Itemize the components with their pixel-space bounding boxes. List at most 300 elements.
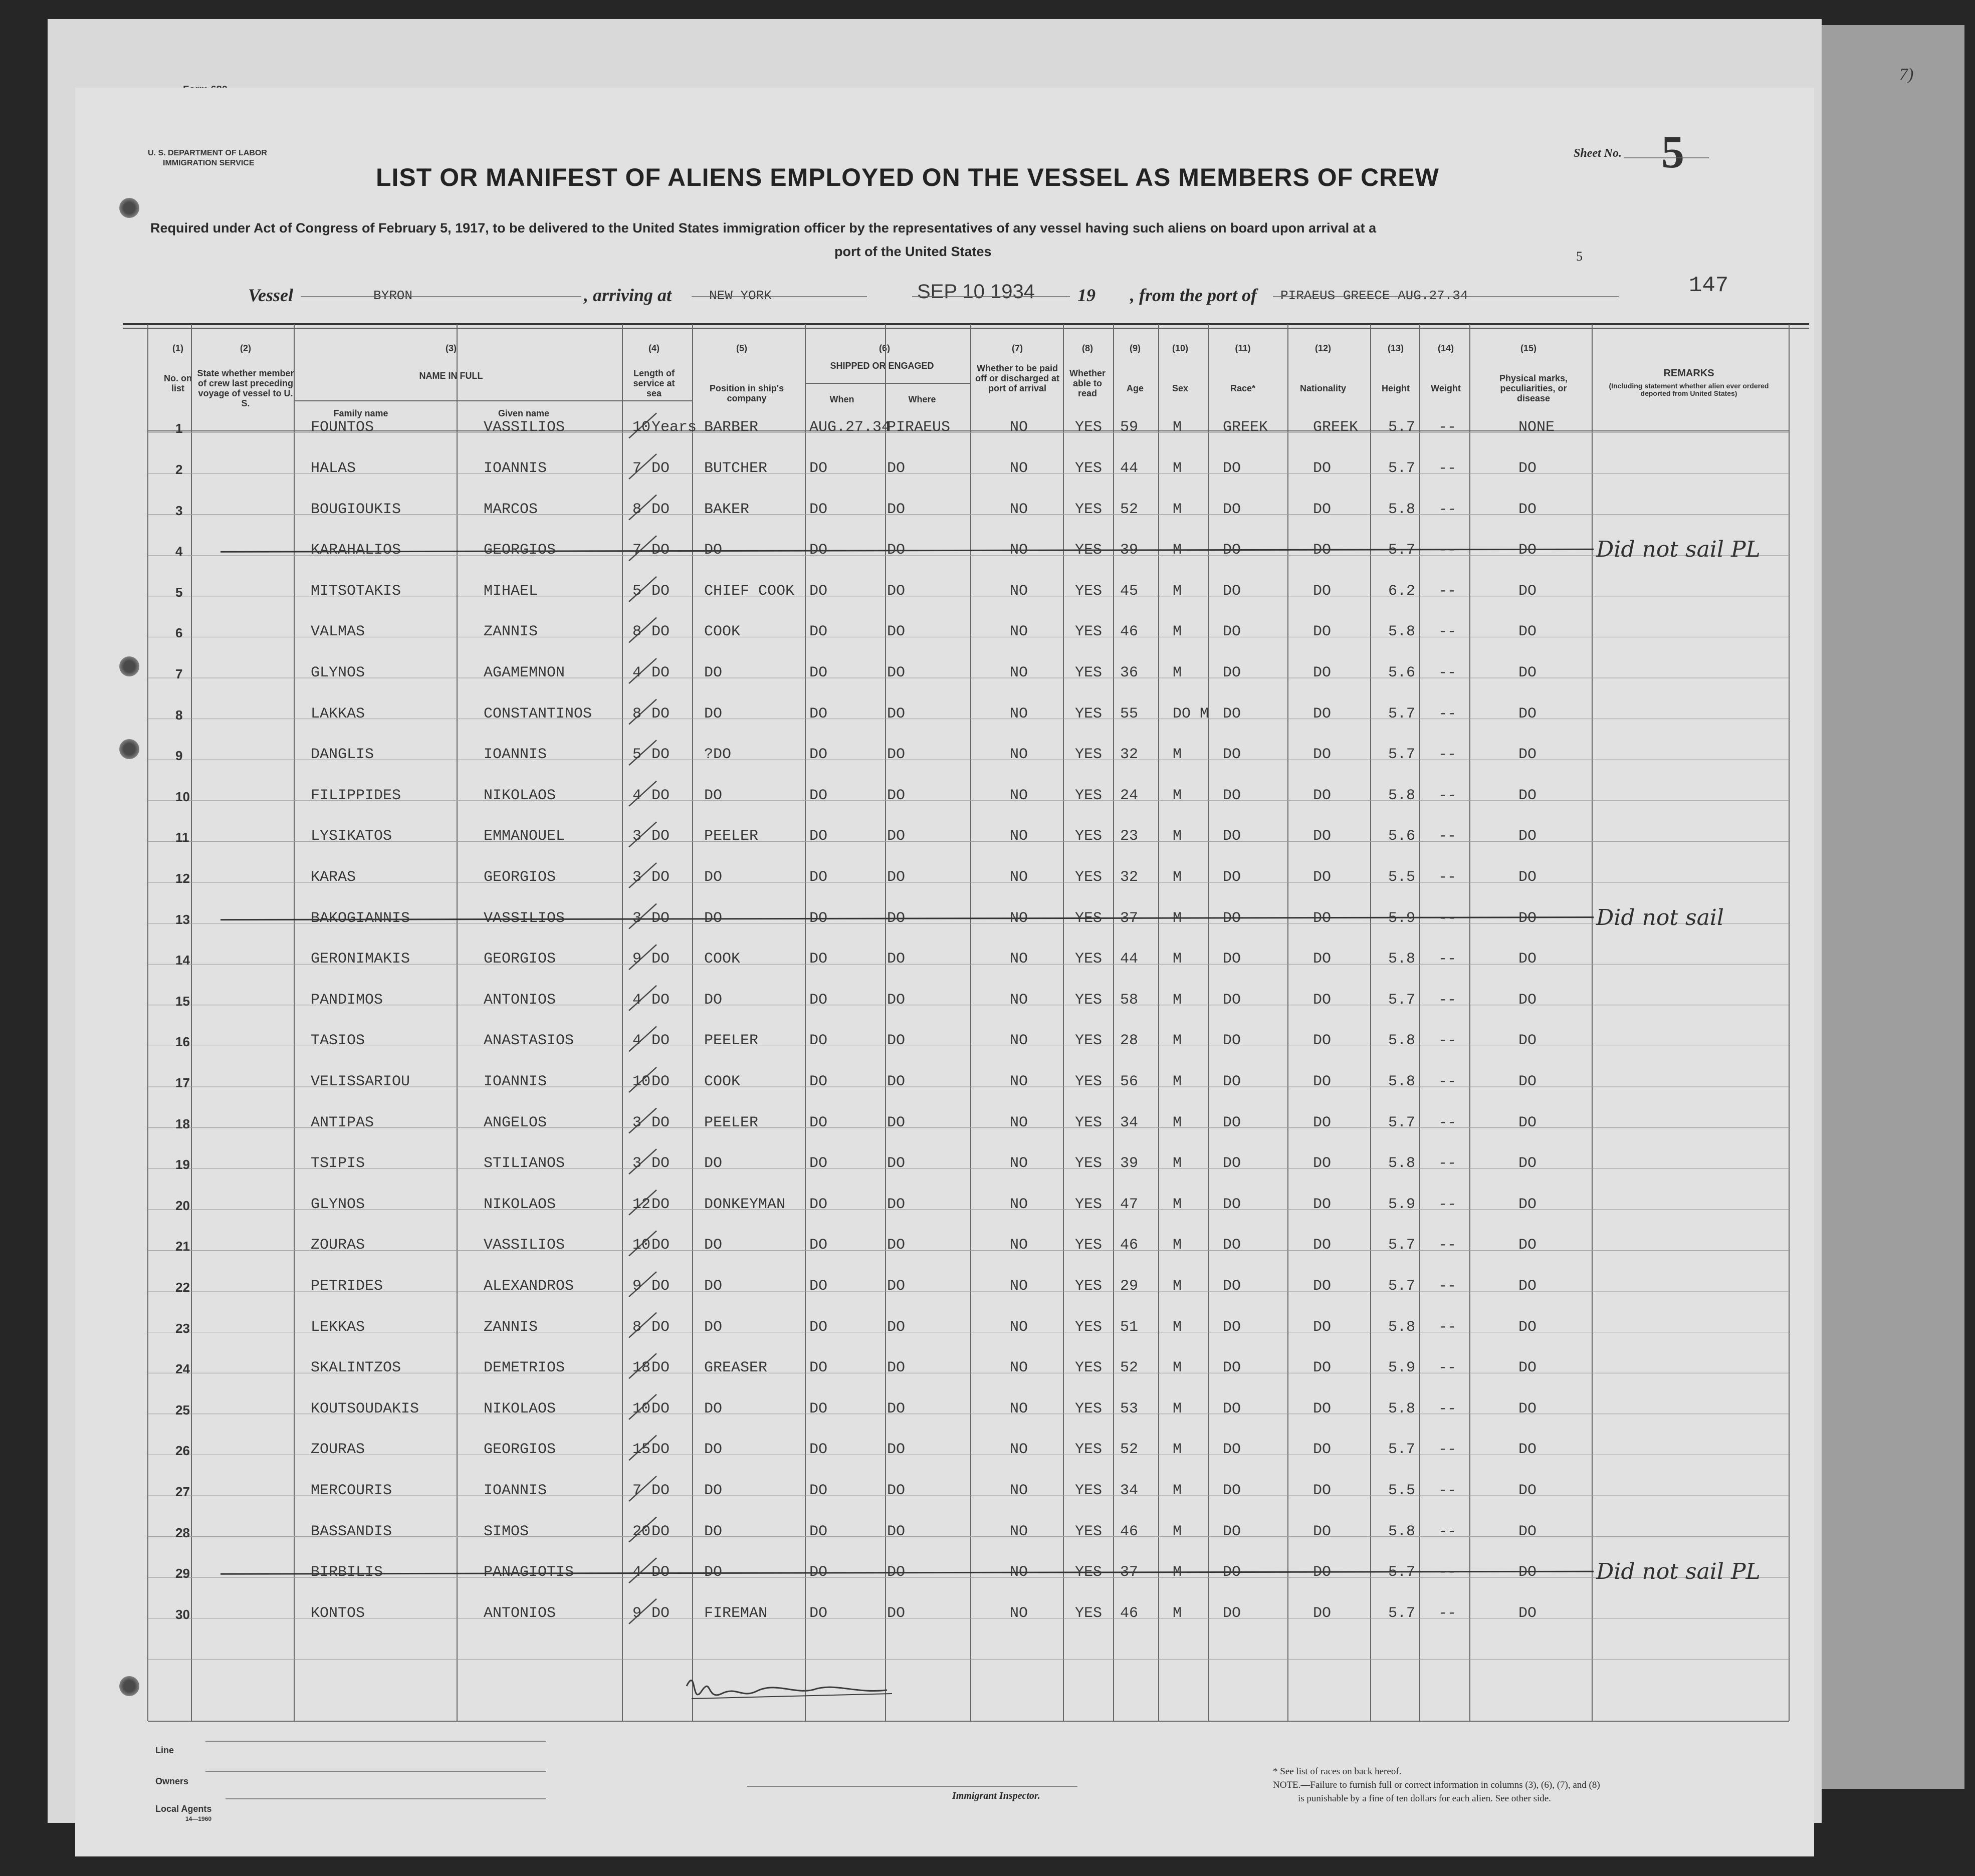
cell-read: YES <box>1075 1073 1103 1090</box>
cell-paid: NO <box>1010 419 1028 436</box>
subtitle-line1: Required under Act of Congress of February 5, 1917, to be delivered to the United States immigration officer by the representatives of any vessel having such aliens on board upon arrival at a <box>150 220 1377 236</box>
cell-unit: DO <box>651 1359 670 1377</box>
cell-marks: DO <box>1518 1564 1537 1581</box>
cell-given: GEORGIOS <box>484 869 556 886</box>
col2-header: State whether member of crew last preceding voyage of vessel to U. S. <box>197 368 294 408</box>
cell-weight: -- <box>1438 1318 1457 1336</box>
cell-nat: DO <box>1313 542 1332 559</box>
cell-unit: DO <box>651 991 670 1009</box>
cell-service: 7 <box>632 1482 642 1499</box>
cell-marks: DO <box>1518 1196 1537 1213</box>
cell-height: 5.7 <box>1388 1441 1416 1459</box>
cell-family: BOUGIOUKIS <box>311 501 401 518</box>
cell-unit: DO <box>651 1237 670 1254</box>
cell-height: 5.7 <box>1388 1237 1416 1254</box>
cell-height: 5.9 <box>1388 1196 1416 1213</box>
cell-when: DO <box>809 582 828 600</box>
cell-given: NIKOLAOS <box>484 787 556 804</box>
cell-marks: DO <box>1518 1523 1537 1540</box>
cell-height: 5.8 <box>1388 951 1416 968</box>
footer-note3: is punishable by a fine of ten dollars for each alien. See other side. <box>1298 1793 1551 1804</box>
cell-sex: DO M <box>1173 705 1209 723</box>
cell-paid: NO <box>1010 991 1028 1009</box>
cell-sex: M <box>1173 1441 1182 1459</box>
cell-family: GLYNOS <box>311 1196 365 1213</box>
cell-weight: -- <box>1438 787 1457 804</box>
cell-where: DO <box>887 664 906 681</box>
cell-weight: -- <box>1438 1441 1457 1459</box>
cell-nat: DO <box>1313 1523 1332 1540</box>
cell-weight: -- <box>1438 1278 1457 1295</box>
col6a-header: When <box>829 394 854 404</box>
cell-position: PEELER <box>704 1032 759 1050</box>
cell-nat: DO <box>1313 1441 1332 1459</box>
punch-hole <box>119 198 139 218</box>
cell-n: 30 <box>175 1606 190 1622</box>
cell-race: DO <box>1223 1604 1241 1622</box>
cell-service: 10 <box>632 1237 651 1254</box>
punch-hole <box>119 656 139 676</box>
cell-n: 8 <box>175 707 183 723</box>
cell-family: LAKKAS <box>311 705 365 723</box>
cell-unit: DO <box>651 1441 670 1459</box>
cell-n: 22 <box>175 1280 190 1295</box>
cell-family: ZOURAS <box>311 1441 365 1459</box>
cell-age: 32 <box>1120 746 1139 764</box>
cell-n: 13 <box>175 911 190 927</box>
cell-n: 6 <box>175 625 183 641</box>
cell-n: 12 <box>175 871 190 886</box>
cell-read: YES <box>1075 460 1103 477</box>
cell-paid: NO <box>1010 1604 1028 1622</box>
col1-num: (1) <box>172 343 183 353</box>
cell-where: DO <box>887 542 906 559</box>
cell-weight: -- <box>1438 582 1457 600</box>
cell-paid: NO <box>1010 909 1028 927</box>
cell-paid: NO <box>1010 787 1028 804</box>
cell-n: 14 <box>175 953 190 968</box>
cell-when: DO <box>809 1237 828 1254</box>
cell-service: 7 <box>632 460 642 477</box>
cell-nat: DO <box>1313 1604 1332 1622</box>
cell-given: GEORGIOS <box>484 542 556 559</box>
cell-service: 3 <box>632 1155 642 1172</box>
cell-nat: DO <box>1313 501 1332 518</box>
cell-sex: M <box>1173 1564 1182 1581</box>
cell-weight: -- <box>1438 951 1457 968</box>
cell-where: DO <box>887 1482 906 1499</box>
cell-where: DO <box>887 746 906 764</box>
col6b-header: Where <box>908 394 936 404</box>
cell-position: DO <box>704 991 723 1009</box>
cell-family: FILIPPIDES <box>311 787 401 804</box>
cell-unit: Years <box>651 419 697 436</box>
cell-unit: DO <box>651 1564 670 1581</box>
cell-family: DANGLIS <box>311 746 374 764</box>
cell-family: KOUTSOUDAKIS <box>311 1400 419 1418</box>
cell-height: 5.6 <box>1388 828 1416 845</box>
strike-line <box>221 1571 1594 1574</box>
cell-where: DO <box>887 1073 906 1090</box>
cell-position: DO <box>704 1278 723 1295</box>
cell-read: YES <box>1075 909 1103 927</box>
cell-where: DO <box>887 787 906 804</box>
cell-race: DO <box>1223 909 1241 927</box>
cell-position: DO <box>704 869 723 886</box>
cell-marks: DO <box>1518 582 1537 600</box>
cell-height: 5.7 <box>1388 1564 1416 1581</box>
cell-unit: DO <box>651 582 670 600</box>
footer-owners-label: Owners <box>155 1776 189 1786</box>
cell-read: YES <box>1075 419 1103 436</box>
cell-nat: DO <box>1313 460 1332 477</box>
cell-age: 52 <box>1120 501 1139 518</box>
cell-when: DO <box>809 1441 828 1459</box>
cell-family: PETRIDES <box>311 1278 383 1295</box>
col6-num: (6) <box>879 343 890 353</box>
cell-unit: DO <box>651 1400 670 1418</box>
cell-age: 36 <box>1120 664 1139 681</box>
cell-remark: Did not sail PL <box>1596 1559 1761 1585</box>
cell-when: DO <box>809 1604 828 1622</box>
cell-remark: Did not sail PL <box>1596 537 1761 563</box>
cell-race: DO <box>1223 1564 1241 1581</box>
cell-nat: DO <box>1313 705 1332 723</box>
inspector-label: Immigrant Inspector. <box>952 1790 1040 1801</box>
cell-height: 5.8 <box>1388 1073 1416 1090</box>
cell-race: DO <box>1223 1523 1241 1540</box>
strike-line <box>221 917 1594 920</box>
cell-race: DO <box>1223 623 1241 641</box>
cell-age: 34 <box>1120 1114 1139 1131</box>
cell-height: 5.7 <box>1388 746 1416 764</box>
cell-marks: DO <box>1518 1237 1537 1254</box>
cell-service: 8 <box>632 501 642 518</box>
cell-weight: -- <box>1438 460 1457 477</box>
cell-weight: -- <box>1438 991 1457 1009</box>
cell-paid: NO <box>1010 460 1028 477</box>
cell-read: YES <box>1075 951 1103 968</box>
cell-given: GEORGIOS <box>484 951 556 968</box>
cell-nat: DO <box>1313 1400 1332 1418</box>
cell-age: 51 <box>1120 1318 1139 1336</box>
from-port: PIRAEUS GREECE AUG.27.34 <box>1280 288 1468 303</box>
cell-read: YES <box>1075 582 1103 600</box>
cell-paid: NO <box>1010 1359 1028 1377</box>
cell-sex: M <box>1173 869 1182 886</box>
cell-service: 10 <box>632 1400 651 1418</box>
cell-weight: -- <box>1438 1196 1457 1213</box>
cell-race: DO <box>1223 705 1241 723</box>
cell-nat: DO <box>1313 623 1332 641</box>
cell-marks: DO <box>1518 664 1537 681</box>
col2-num: (2) <box>240 343 251 353</box>
cell-when: AUG.27.34 <box>809 419 891 436</box>
cell-given: IOANNIS <box>484 1073 547 1090</box>
cell-family: PANDIMOS <box>311 991 383 1009</box>
cell-paid: NO <box>1010 664 1028 681</box>
cell-height: 5.7 <box>1388 460 1416 477</box>
cell-nat: DO <box>1313 1564 1332 1581</box>
cell-marks: DO <box>1518 1604 1537 1622</box>
col14-header: Weight <box>1431 383 1461 393</box>
subtitle-line2: port of the United States <box>834 244 992 259</box>
cell-marks: DO <box>1518 1032 1537 1050</box>
cell-nat: DO <box>1313 1278 1332 1295</box>
cell-n: 5 <box>175 584 183 600</box>
cell-read: YES <box>1075 1604 1103 1622</box>
cell-read: YES <box>1075 1155 1103 1172</box>
cell-read: YES <box>1075 787 1103 804</box>
cell-read: YES <box>1075 1318 1103 1336</box>
cell-sex: M <box>1173 1604 1182 1622</box>
cell-position: CHIEF COOK <box>704 582 795 600</box>
cell-when: DO <box>809 1278 828 1295</box>
cell-n: 9 <box>175 748 183 764</box>
cell-n: 17 <box>175 1075 190 1090</box>
cell-marks: DO <box>1518 623 1537 641</box>
cell-marks: DO <box>1518 1155 1537 1172</box>
cell-sex: M <box>1173 542 1182 559</box>
col5-num: (5) <box>736 343 747 353</box>
col8-num: (8) <box>1082 343 1093 353</box>
cell-age: 46 <box>1120 623 1139 641</box>
cell-height: 5.8 <box>1388 787 1416 804</box>
cell-age: 46 <box>1120 1237 1139 1254</box>
cell-given: VASSILIOS <box>484 909 565 927</box>
col3a-header: Family name <box>333 408 388 418</box>
col11-header: Race* <box>1230 383 1256 393</box>
cell-sex: M <box>1173 909 1182 927</box>
cell-position: DONKEYMAN <box>704 1196 786 1213</box>
col11-num: (11) <box>1235 343 1251 353</box>
cell-family: HALAS <box>311 460 356 477</box>
cell-marks: DO <box>1518 1114 1537 1131</box>
cell-unit: DO <box>651 787 670 804</box>
cell-unit: DO <box>651 1196 670 1213</box>
cell-height: 5.8 <box>1388 1318 1416 1336</box>
cell-position: BARBER <box>704 419 759 436</box>
cell-given: ALEXANDROS <box>484 1278 574 1295</box>
strike-line <box>221 549 1594 552</box>
cell-read: YES <box>1075 991 1103 1009</box>
cell-where: DO <box>887 501 906 518</box>
cell-sex: M <box>1173 582 1182 600</box>
cell-unit: DO <box>651 1318 670 1336</box>
cell-age: 53 <box>1120 1400 1139 1418</box>
punch-hole <box>119 739 139 759</box>
cell-weight: -- <box>1438 501 1457 518</box>
cell-weight: -- <box>1438 1155 1457 1172</box>
cell-nat: DO <box>1313 1318 1332 1336</box>
cell-family: FOUNTOS <box>311 419 374 436</box>
cell-marks: DO <box>1518 1441 1537 1459</box>
cell-weight: -- <box>1438 1482 1457 1499</box>
cell-where: DO <box>887 1564 906 1581</box>
year-label: 19 <box>1077 285 1095 305</box>
cell-position: GREASER <box>704 1359 768 1377</box>
date-stamp: SEP 10 1934 <box>917 281 1035 303</box>
cell-where: DO <box>887 1441 906 1459</box>
cell-sex: M <box>1173 828 1182 845</box>
col16-header: REMARKS <box>1663 368 1714 379</box>
cell-paid: NO <box>1010 828 1028 845</box>
cell-weight: -- <box>1438 1400 1457 1418</box>
cell-read: YES <box>1075 1237 1103 1254</box>
cell-nat: DO <box>1313 909 1332 927</box>
cell-service: 3 <box>632 909 642 927</box>
cell-service: 4 <box>632 1564 642 1581</box>
cell-service: 5 <box>632 746 642 764</box>
cell-n: 1 <box>175 421 183 436</box>
cell-n: 2 <box>175 462 183 477</box>
cell-given: MARCOS <box>484 501 538 518</box>
cell-nat: DO <box>1313 869 1332 886</box>
cell-given: PANAGIOTIS <box>484 1564 574 1581</box>
cell-unit: DO <box>651 1032 670 1050</box>
cell-weight: -- <box>1438 869 1457 886</box>
cell-marks: DO <box>1518 828 1537 845</box>
cell-height: 6.2 <box>1388 582 1416 600</box>
col1-header: No. on list <box>164 373 192 393</box>
cell-service: 10 <box>632 1073 651 1090</box>
cell-given: ZANNIS <box>484 1318 538 1336</box>
cell-where: DO <box>887 1359 906 1377</box>
cell-paid: NO <box>1010 542 1028 559</box>
cell-unit: DO <box>651 1073 670 1090</box>
cell-weight: -- <box>1438 664 1457 681</box>
cell-position: DO <box>704 1155 723 1172</box>
cell-height: 5.8 <box>1388 1400 1416 1418</box>
cell-marks: DO <box>1518 1482 1537 1499</box>
col8-header: Whether able to read <box>1069 368 1106 398</box>
cell-family: MITSOTAKIS <box>311 582 401 600</box>
cell-position: DO <box>704 1564 723 1581</box>
cell-read: YES <box>1075 1278 1103 1295</box>
cell-n: 23 <box>175 1320 190 1336</box>
cell-when: DO <box>809 1564 828 1581</box>
cell-where: DO <box>887 1604 906 1622</box>
cell-given: IOANNIS <box>484 1482 547 1499</box>
cell-n: 28 <box>175 1525 190 1540</box>
cell-nat: DO <box>1313 951 1332 968</box>
cell-weight: -- <box>1438 1073 1457 1090</box>
cell-when: DO <box>809 1318 828 1336</box>
cell-race: DO <box>1223 746 1241 764</box>
cell-weight: -- <box>1438 1564 1457 1581</box>
cell-read: YES <box>1075 1032 1103 1050</box>
cell-age: 29 <box>1120 1278 1139 1295</box>
col4-num: (4) <box>648 343 660 353</box>
footer-agents-label: Local Agents <box>155 1804 212 1814</box>
cell-read: YES <box>1075 1400 1103 1418</box>
vessel-label: Vessel <box>248 285 293 305</box>
cell-when: DO <box>809 1196 828 1213</box>
cell-height: 5.8 <box>1388 623 1416 641</box>
cell-height: 5.8 <box>1388 1155 1416 1172</box>
cell-family: LEKKAS <box>311 1318 365 1336</box>
cell-service: 4 <box>632 1032 642 1050</box>
cell-marks: DO <box>1518 951 1537 968</box>
cell-given: GEORGIOS <box>484 1441 556 1459</box>
cell-when: DO <box>809 705 828 723</box>
cell-weight: -- <box>1438 1032 1457 1050</box>
sheet-number: 5 <box>1661 126 1684 177</box>
cell-weight: -- <box>1438 746 1457 764</box>
cell-height: 5.8 <box>1388 501 1416 518</box>
cell-paid: NO <box>1010 951 1028 968</box>
cell-unit: DO <box>651 542 670 559</box>
cell-age: 56 <box>1120 1073 1139 1090</box>
cell-race: DO <box>1223 1032 1241 1050</box>
cell-where: DO <box>887 909 906 927</box>
dept-line2: IMMIGRATION SERVICE <box>163 159 255 167</box>
cell-race: DO <box>1223 787 1241 804</box>
cell-sex: M <box>1173 501 1182 518</box>
cell-given: IOANNIS <box>484 460 547 477</box>
cell-paid: NO <box>1010 1564 1028 1581</box>
cell-where: DO <box>887 828 906 845</box>
cell-n: 25 <box>175 1402 190 1418</box>
cell-n: 24 <box>175 1361 190 1377</box>
cell-when: DO <box>809 1359 828 1377</box>
cell-age: 59 <box>1120 419 1139 436</box>
col3-num: (3) <box>446 343 457 353</box>
cell-height: 5.9 <box>1388 1359 1416 1377</box>
cell-age: 32 <box>1120 869 1139 886</box>
cell-n: 19 <box>175 1157 190 1172</box>
cell-when: DO <box>809 501 828 518</box>
cell-marks: DO <box>1518 909 1537 927</box>
cell-race: DO <box>1223 501 1241 518</box>
cell-when: DO <box>809 991 828 1009</box>
cell-when: DO <box>809 1482 828 1499</box>
cell-read: YES <box>1075 1114 1103 1131</box>
col5-header: Position in ship's company <box>709 383 784 403</box>
cell-given: NIKOLAOS <box>484 1196 556 1213</box>
cell-read: YES <box>1075 1359 1103 1377</box>
cell-when: DO <box>809 664 828 681</box>
cell-weight: -- <box>1438 1604 1457 1622</box>
cell-nat: DO <box>1313 746 1332 764</box>
col9-num: (9) <box>1130 343 1141 353</box>
cell-service: 4 <box>632 787 642 804</box>
cell-age: 55 <box>1120 705 1139 723</box>
cell-unit: DO <box>651 1604 670 1622</box>
cell-read: YES <box>1075 542 1103 559</box>
cell-age: 23 <box>1120 828 1139 845</box>
cell-weight: -- <box>1438 1523 1457 1540</box>
cell-read: YES <box>1075 664 1103 681</box>
cell-where: DO <box>887 869 906 886</box>
cell-age: 39 <box>1120 542 1139 559</box>
cell-nat: DO <box>1313 1482 1332 1499</box>
cell-family: ANTIPAS <box>311 1114 374 1131</box>
corner-number: 147 <box>1689 273 1729 298</box>
cell-where: DO <box>887 1318 906 1336</box>
cell-sex: M <box>1173 746 1182 764</box>
cell-service: 5 <box>632 582 642 600</box>
col12-header: Nationality <box>1299 383 1346 393</box>
cell-when: DO <box>809 1523 828 1540</box>
cell-marks: NONE <box>1518 419 1555 436</box>
cell-read: YES <box>1075 1564 1103 1581</box>
cell-paid: NO <box>1010 1278 1028 1295</box>
col15-num: (15) <box>1520 343 1537 353</box>
cell-family: GLYNOS <box>311 664 365 681</box>
cell-given: VASSILIOS <box>484 419 565 436</box>
cell-family: MERCOURIS <box>311 1482 392 1499</box>
